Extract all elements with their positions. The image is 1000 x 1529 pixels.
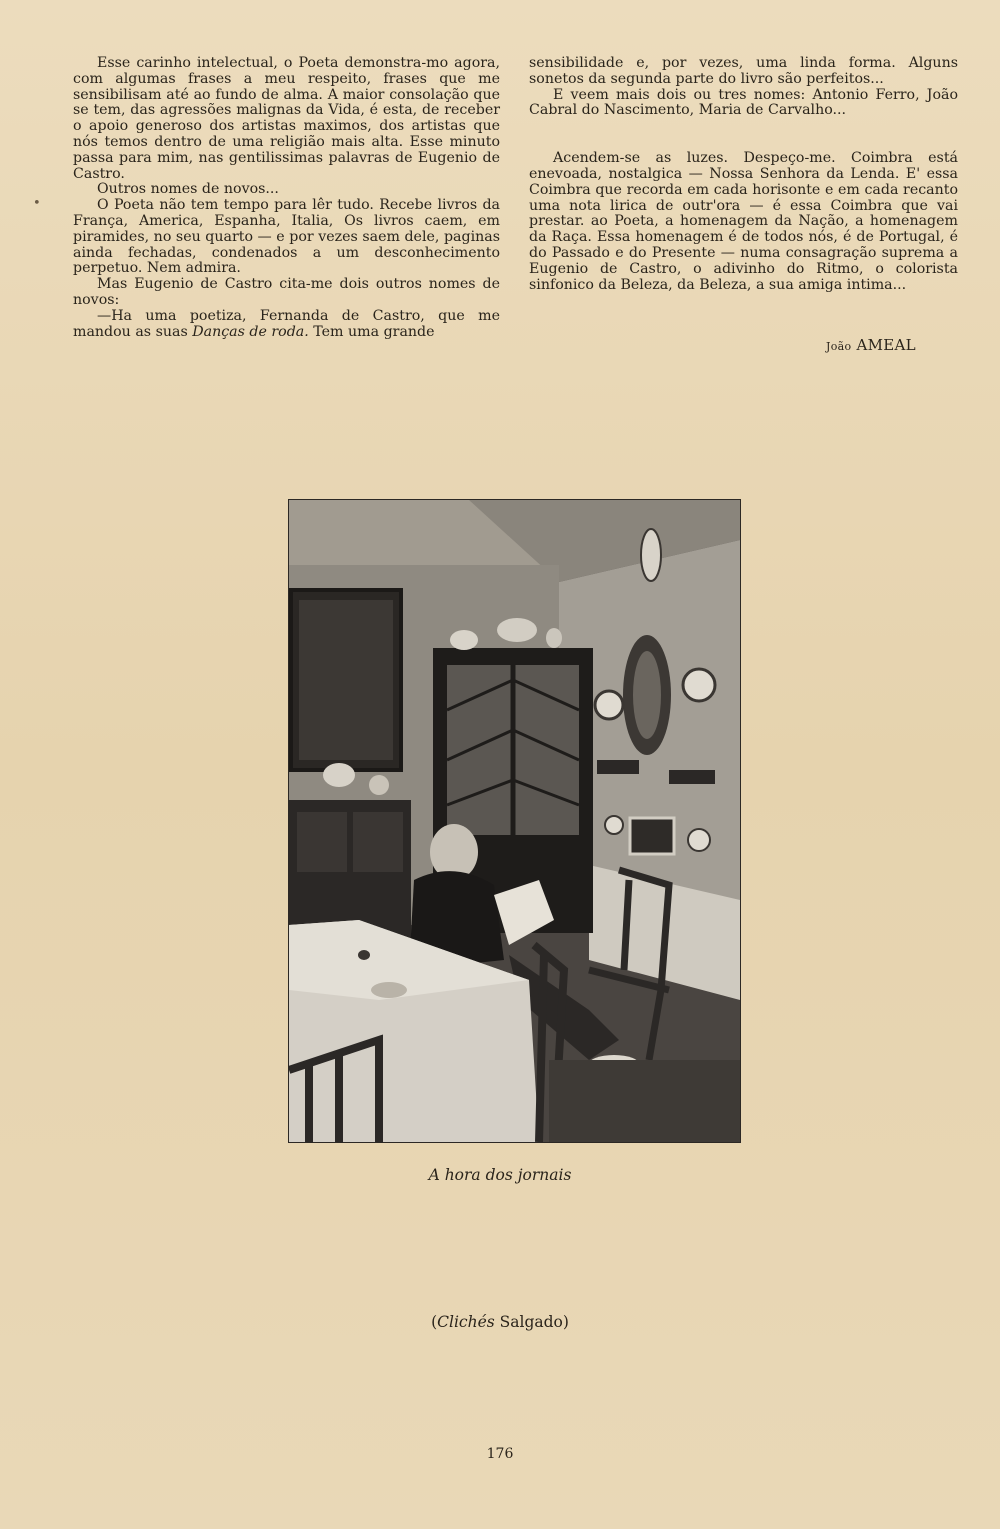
signature-first-name: João — [826, 340, 852, 353]
book-title: Danças de roda. — [192, 323, 309, 340]
credit-name: Salgado) — [499, 1313, 569, 1331]
author-signature — [826, 336, 916, 354]
credit-cliches: Clichés — [437, 1313, 495, 1331]
credit-paren: ( — [431, 1313, 438, 1331]
paragraph: E veem mais dois ou tres nomes: Antonio Ferro, João Cabral do Nascimento, Maria de Carvalho... — [529, 86, 958, 119]
paragraph: Acendem-se as luzes. Despeço-me. Coimbra está enevoada, nostalgica — Nossa Senhora da Lenda. E' essa Coimbra que recorda em cada horisonte e em cada recanto uma nota lirica de outr'ora — é essa Coimbra que vai prestar. ao Poeta, a homenagem da Nação, a homenagem da Raça. Essa homenagem é de todos nós, é de Portugal, é do Passado e do Presente — numa consagração suprema a Eugenio de Castro, o adivinho do Ritmo, o colorista sinfonico da Beleza, da Beleza, a sua amiga intima... — [529, 150, 958, 293]
photograph-drawing — [289, 500, 740, 1142]
stray-mark: • — [33, 196, 41, 211]
signature-last-name: AMEAL — [856, 336, 916, 354]
paragraph: sensibilidade e, por vezes, uma linda forma. Alguns sonetos da segunda parte do livro são perfeitos... — [529, 55, 958, 87]
right-column — [529, 56, 958, 293]
paragraph: Esse carinho intelectual, o Poeta demonstra-mo agora, com algumas frases a meu respeito, frases que me sensibilisam até ao fundo de alma. A maior consolação que se tem, das agressões malignas da Vida, é esta, de receber o apoio generoso dos artistas maximos, dos artistas que nós temos dentro de uma religião mais alta. Esse minuto passa para mim, nas gentilissimas palavras de Eugenio de Castro. — [73, 55, 500, 182]
paragraph: Outros nomes de novos... — [97, 181, 279, 198]
paragraph — [73, 309, 500, 341]
left-column — [73, 56, 500, 340]
photo-credit — [0, 1313, 1000, 1331]
quote-text-end: Tem uma grande — [313, 323, 435, 340]
photograph — [288, 499, 741, 1143]
paragraph: O Poeta não tem tempo para lêr tudo. Recebe livros da França, America, Espanha, Italia, Os livros caem, em piramides, no seu quarto — e por vezes saem dele, paginas ainda fechadas, condenados a um desconhecimento perpetuo. Nem admira. — [73, 197, 500, 277]
photo-caption: A hora dos jornais — [428, 1166, 572, 1184]
quote-text: —Ha uma poetiza, Fernanda de Castro, que me mandou as suas — [73, 307, 500, 340]
page-number: 176 — [486, 1446, 514, 1462]
paragraph: Mas Eugenio de Castro cita-me dois outros nomes de novos: — [73, 276, 500, 308]
